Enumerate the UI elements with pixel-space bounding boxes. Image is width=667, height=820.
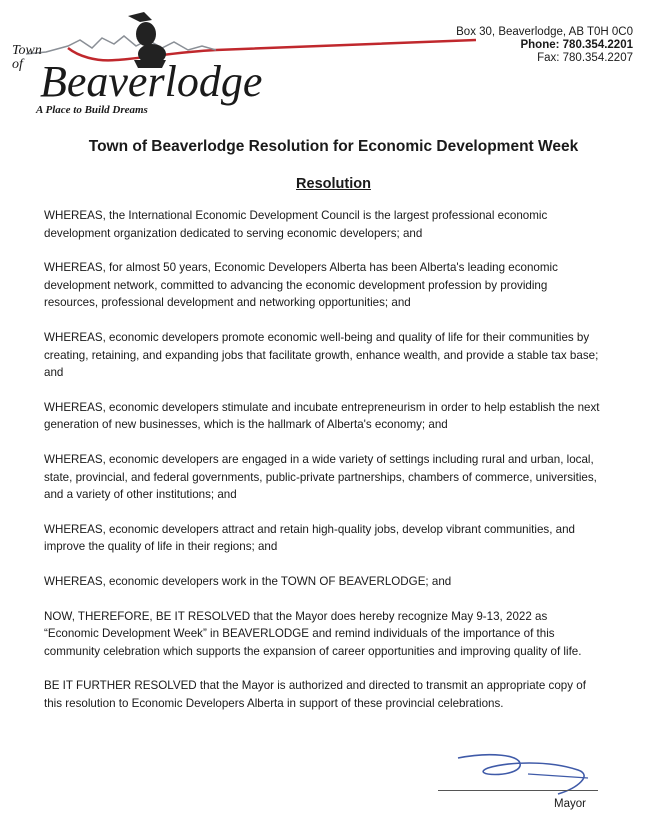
- signature-label: Mayor: [554, 798, 586, 810]
- logo-tagline: A Place to Build Dreams: [36, 104, 148, 116]
- paragraph: WHEREAS, economic developers are engaged in a wide variety of settings including rural and urban, local, state, provincial, and federal governments, public-private partnerships, chambers of commerce, universities, and a variety of other institutions; and: [44, 452, 597, 502]
- phone-number: Phone: 780.354.2201: [520, 39, 633, 51]
- logo-name: Beaverlodge: [40, 57, 263, 106]
- paragraph: NOW, THEREFORE, BE IT RESOLVED that the Mayor does hereby recognize May 9-13, 2022 as “Economic Development Week” in BEAVERLODGE and remind individuals of the importance of this community celebration which supports the expansion of career opportunities and improving quality of life.: [44, 609, 582, 658]
- paragraph: WHEREAS, economic developers stimulate and incubate entrepreneurism in order to help establish the next generation of new businesses, which is the hallmark of Alberta's economy; and: [44, 400, 600, 432]
- contact-block: [456, 26, 633, 65]
- paragraph: WHEREAS, economic developers work in the TOWN OF BEAVERLODGE; and: [44, 574, 452, 588]
- paragraph: WHEREAS, the International Economic Development Council is the largest professional economic development organization dedicated to serving economic developers; and: [44, 209, 548, 240]
- address: Box 30, Beaverlodge, AB T0H 0C0: [456, 26, 633, 38]
- paragraph: BE IT FURTHER RESOLVED that the Mayor is authorized and directed to transmit an appropriate copy of this resolution to Economic Developers Alberta in support of these provincial celebrations.: [44, 679, 586, 710]
- fax-number: Fax: 780.354.2207: [537, 52, 633, 64]
- resolution-body: [44, 207, 600, 729]
- paragraph: WHEREAS, economic developers promote economic well-being and quality of life for their communities by creating, retaining, and expanding jobs that facilitate growth, enhance wealth, and provide a stable tax base; and: [44, 330, 599, 380]
- mayor-signature: [428, 744, 608, 804]
- paragraph: WHEREAS, for almost 50 years, Economic Developers Alberta has been Alberta's leading economic development network, committed to advancing the economic development profession by providing resources, professional development and networking opportunities; and: [44, 261, 558, 310]
- resolution-heading: Resolution: [296, 176, 371, 192]
- logo-small-top: Town: [12, 43, 42, 58]
- logo-small-bottom: of: [12, 57, 23, 72]
- paragraph: WHEREAS, economic developers attract and retain high-quality jobs, develop vibrant communities, and improve the quality of life in their regions; and: [44, 522, 576, 554]
- signature-line: [438, 790, 598, 791]
- document-title: Town of Beaverlodge Resolution for Economic Development Week: [88, 138, 579, 155]
- town-logo: [6, 10, 476, 120]
